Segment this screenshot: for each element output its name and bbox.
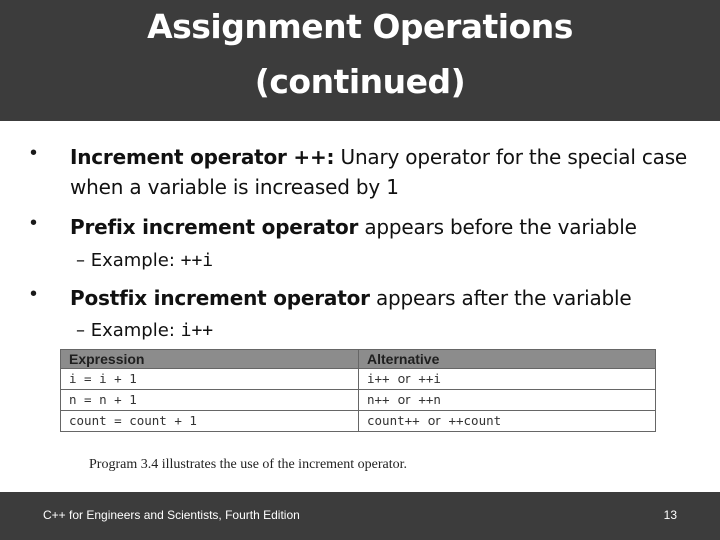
bullet-term: Postfix increment operator [70, 286, 370, 310]
alt-or: or [397, 392, 411, 407]
example-label: – Example: [76, 250, 181, 271]
column-header-expression: Expression [61, 350, 359, 369]
alt-postfix: i++ [367, 371, 390, 386]
alt-prefix: ++n [418, 392, 441, 407]
example-code: ++i [180, 250, 214, 271]
bullet-term: Increment operator ++: [70, 145, 335, 169]
alt-prefix: ++count [448, 413, 502, 428]
slide-title-line-2: (continued) [254, 62, 466, 101]
table-row [61, 369, 656, 390]
alt-or: or [397, 371, 411, 386]
alternative-cell [359, 369, 656, 390]
bullet-icon: • [30, 142, 38, 164]
table-row [61, 411, 656, 432]
expression-cell: count = count + 1 [61, 411, 359, 432]
bullet-text: Unary operator for the special case when a variable is increased by 1 [70, 145, 688, 199]
example-postfix [76, 318, 213, 344]
table-row [61, 390, 656, 411]
table-header-row [61, 350, 656, 369]
slide-header [0, 0, 720, 121]
example-prefix [76, 248, 213, 274]
footer-book-title: C++ for Engineers and Scientists, Fourth Edition [43, 508, 300, 522]
bullet-text: appears before the variable [358, 215, 637, 239]
expression-table [60, 349, 656, 432]
bullet-text: appears after the variable [369, 286, 632, 310]
bullet-term: Prefix increment operator [70, 215, 359, 239]
alternative-cell [359, 411, 656, 432]
bullet-icon: • [30, 283, 38, 305]
example-label: – Example: [76, 320, 181, 341]
alt-prefix: ++i [418, 371, 441, 386]
bullet-icon: • [30, 212, 38, 234]
expression-cell: n = n + 1 [61, 390, 359, 411]
program-caption: Program 3.4 illustrates the use of the increment operator. [89, 457, 408, 472]
alternative-cell [359, 390, 656, 411]
page-number: 13 [663, 508, 677, 522]
slide-title-line-1: Assignment Operations [147, 7, 573, 46]
example-code: i++ [180, 320, 214, 341]
expression-cell: i = i + 1 [61, 369, 359, 390]
column-header-alternative: Alternative [359, 350, 656, 369]
bullet-postfix-increment [70, 283, 710, 313]
bullet-prefix-increment [70, 212, 710, 242]
slide-footer [0, 492, 720, 540]
alt-or: or [427, 413, 441, 428]
alt-postfix: count++ [367, 413, 420, 428]
alt-postfix: n++ [367, 392, 390, 407]
bullet-increment-operator [70, 142, 690, 202]
